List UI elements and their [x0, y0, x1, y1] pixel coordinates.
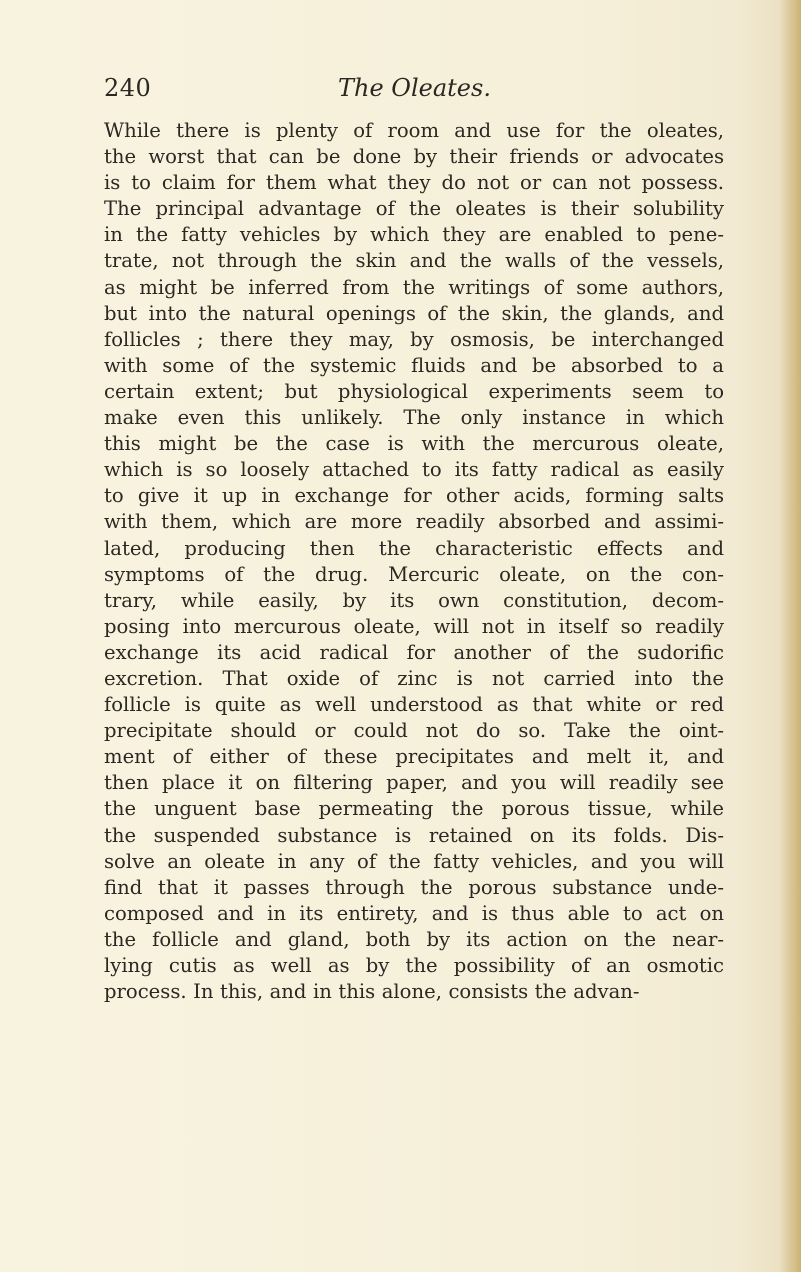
- running-title: The Oleates.: [338, 74, 491, 102]
- text-line: precipitate should or could not do so. Take the oint-: [104, 719, 724, 743]
- text-line: certain extent; but physiological experiments seem to: [104, 379, 724, 403]
- text-line: While there is plenty of room and use for the oleates,: [104, 119, 724, 142]
- text-line: with them, which are more readily absorbed and assimi-: [104, 510, 724, 534]
- text-line: which is so loosely attached to its fatty radical as easily: [104, 458, 724, 482]
- text-line: ment of either of these precipitates and melt it, and: [104, 745, 724, 769]
- text-line: excretion. That oxide of zinc is not carried into the: [104, 666, 724, 690]
- text-line: as might be inferred from the writings of some authors,: [104, 275, 724, 299]
- text-line: in the fatty vehicles by which they are enabled to pene-: [104, 223, 724, 247]
- text-line: exchange its acid radical for another of the sudorific: [104, 640, 724, 664]
- page-number: 240: [104, 74, 152, 102]
- text-line: is to claim for them what they do not or can not possess.: [104, 171, 724, 195]
- text-line: follicles ; there they may, by osmosis, be interchanged: [104, 327, 724, 351]
- text-line: with some of the systemic fluids and be absorbed to a: [104, 353, 724, 377]
- text-line: the unguent base permeating the porous tissue, while: [104, 797, 724, 821]
- text-line: composed and in its entirety, and is thus able to act on: [104, 901, 724, 925]
- text-line: trary, while easily, by its own constitution, decom-: [104, 588, 724, 612]
- text-line: lated, producing then the characteristic effects and: [104, 536, 724, 560]
- running-head: [104, 74, 724, 104]
- text-line: The principal advantage of the oleates is their solubility: [104, 197, 724, 221]
- page-edge-shadow: [779, 0, 801, 1272]
- text-line: posing into mercurous oleate, will not in itself so readily: [104, 614, 724, 638]
- text-line: trate, not through the skin and the walls of the vessels,: [104, 249, 724, 273]
- text-line: solve an oleate in any of the fatty vehicles, and you will: [104, 849, 724, 873]
- text-line: make even this unlikely. The only instance in which: [104, 406, 724, 430]
- text-line: symptoms of the drug. Mercuric oleate, on the con-: [104, 562, 724, 586]
- text-line: then place it on filtering paper, and you will readily see: [104, 771, 724, 795]
- text-line: process. In this, and in this alone, consists the advan-: [104, 980, 640, 1004]
- body-text: [104, 118, 724, 1005]
- text-line: lying cutis as well as by the possibility of an osmotic: [104, 954, 724, 977]
- text-line: the worst that can be done by their friends or advocates: [104, 145, 724, 169]
- text-line: the suspended substance is retained on its folds. Dis-: [104, 823, 724, 847]
- text-line: follicle is quite as well understood as that white or red: [104, 693, 724, 717]
- text-line: but into the natural openings of the skin, the glands, and: [104, 301, 724, 325]
- text-line: this might be the case is with the mercurous oleate,: [104, 432, 724, 456]
- text-line: to give it up in exchange for other acids, forming salts: [104, 484, 724, 508]
- text-line: the follicle and gland, both by its action on the near-: [104, 927, 724, 951]
- text-line: find that it passes through the porous substance unde-: [104, 875, 724, 899]
